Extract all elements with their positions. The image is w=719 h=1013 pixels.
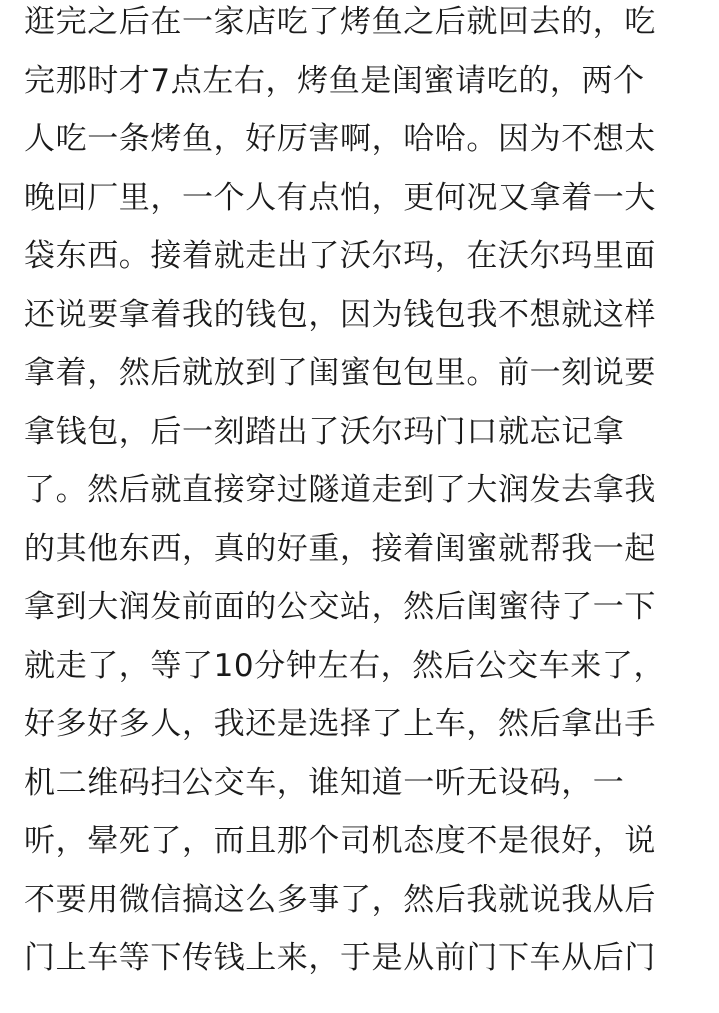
text-line: 拿着，然后就放到了闺蜜包包里。前一刻说要 [24,355,656,391]
text-line: 不要用微信搞这么多事了，然后我就说我从后 [24,881,656,918]
text-line: 门上车等下传钱上来，于是从前门下车从后门 [24,940,656,976]
text-line: 晚回厂里，一个人有点怕，更何况又拿着一大 [24,179,656,216]
text-line: 好多好多人，我还是选择了上车，然后拿出手 [24,706,656,742]
text-line: 拿到大润发前面的公交站，然后闺蜜待了一下 [24,589,656,625]
text-line: 还说要拿着我的钱包，因为钱包我不想就这样 [24,296,656,333]
text-line: 人吃一条烤鱼，好厉害啊，哈哈。因为不想太 [24,121,656,157]
text-line: 的其他东西，真的好重，接着闺蜜就帮我一起 [24,530,656,567]
text-line: 了。然后就直接穿过隧道走到了大润发去拿我 [24,472,656,508]
text-line: 袋东西。接着就走出了沃尔玛，在沃尔玛里面 [24,238,656,274]
article-body [24,0,714,988]
text-line: 拿钱包，后一刻踏出了沃尔玛门口就忘记拿 [24,413,625,450]
text-line: 完那时才7点左右，烤鱼是闺蜜请吃的，两个 [24,62,645,99]
text-line: 逛完之后在一家店吃了烤鱼之后就回去的，吃 [24,4,656,40]
text-line: 就走了，等了10分钟左右，然后公交车来了， [24,647,666,684]
text-line: 机二维码扫公交车，谁知道一听无设码，一 [24,764,625,801]
text-line: 听，晕死了，而且那个司机态度不是很好，说 [24,823,656,859]
